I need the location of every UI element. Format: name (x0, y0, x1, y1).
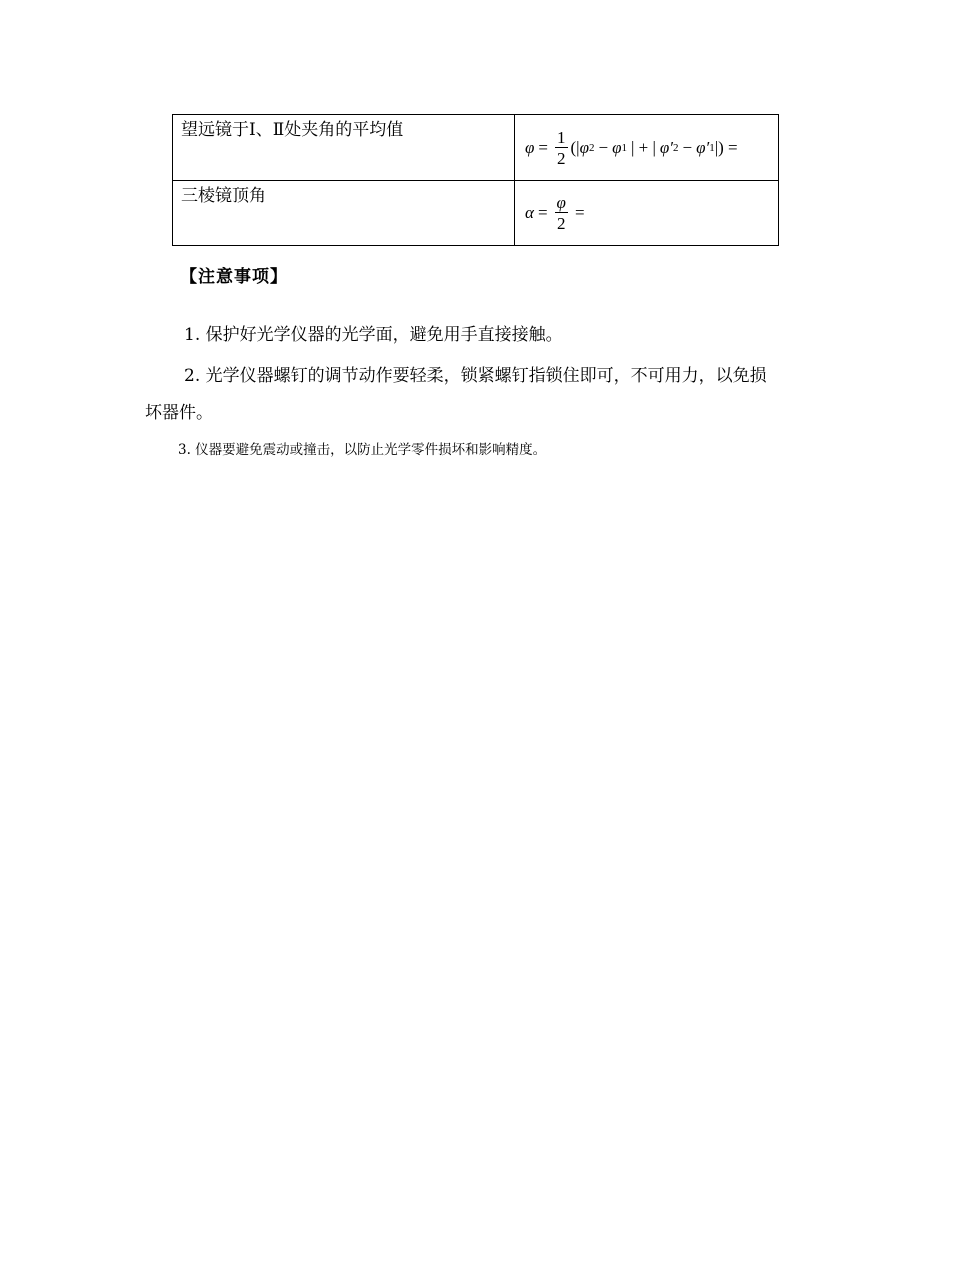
fraction-numerator: φ (556, 193, 566, 212)
note-item-3: 3. 仪器要避免震动或撞击，以防止光学零件损坏和影响精度。 (178, 442, 547, 458)
formula-subscript: 2 (588, 141, 595, 154)
formula-subscript: 1 (709, 141, 715, 154)
formula-operator: | + | (630, 137, 656, 157)
formula-symbol: φ (612, 137, 622, 157)
formula-operator: = (537, 203, 548, 222)
note-item-2: 2. 光学仪器螺钉的调节动作要轻柔，锁紧螺钉指锁住即可，不可用力，以免损 (184, 366, 767, 386)
formula-bracket: (| (570, 137, 580, 157)
notes-heading: 【注意事项】 (180, 267, 288, 287)
row-label-average-angle: 望远镜于Ⅰ、Ⅱ处夹角的平均值 (173, 115, 515, 181)
results-table (172, 114, 779, 246)
formula-operator: = (538, 137, 548, 157)
formula-cell-average-angle (515, 115, 779, 181)
row-label-prism-apex-angle: 三棱镜顶角 (173, 181, 515, 246)
formula-subscript: 2 (673, 141, 679, 154)
formula-symbol: φ′ (659, 137, 674, 157)
fraction-numerator: 1 (557, 127, 566, 147)
formula-symbol: φ (579, 137, 589, 157)
table-row (173, 181, 779, 246)
table-row (173, 115, 779, 181)
formula-symbol: φ (525, 137, 535, 157)
formula-cell-prism-apex-angle (515, 181, 779, 246)
formula-fraction (555, 129, 568, 167)
formula-symbol: α (525, 203, 534, 222)
fraction-denominator: 2 (557, 148, 566, 168)
formula-bracket: |) = (714, 137, 738, 157)
note-item-1: 1. 保护好光学仪器的光学面，避免用手直接接触。 (184, 325, 563, 345)
formula-prism-apex-angle (525, 181, 589, 245)
formula-operator: − (598, 137, 609, 157)
formula-fraction (555, 194, 568, 232)
formula-symbol: φ′ (696, 137, 710, 157)
fraction-denominator: 2 (556, 214, 566, 233)
note-item-2-continuation: 坏器件。 (145, 403, 213, 423)
formula-subscript: 1 (621, 141, 627, 154)
formula-operator: = (574, 203, 585, 222)
formula-operator: − (682, 137, 693, 157)
formula-average-angle (525, 115, 738, 180)
